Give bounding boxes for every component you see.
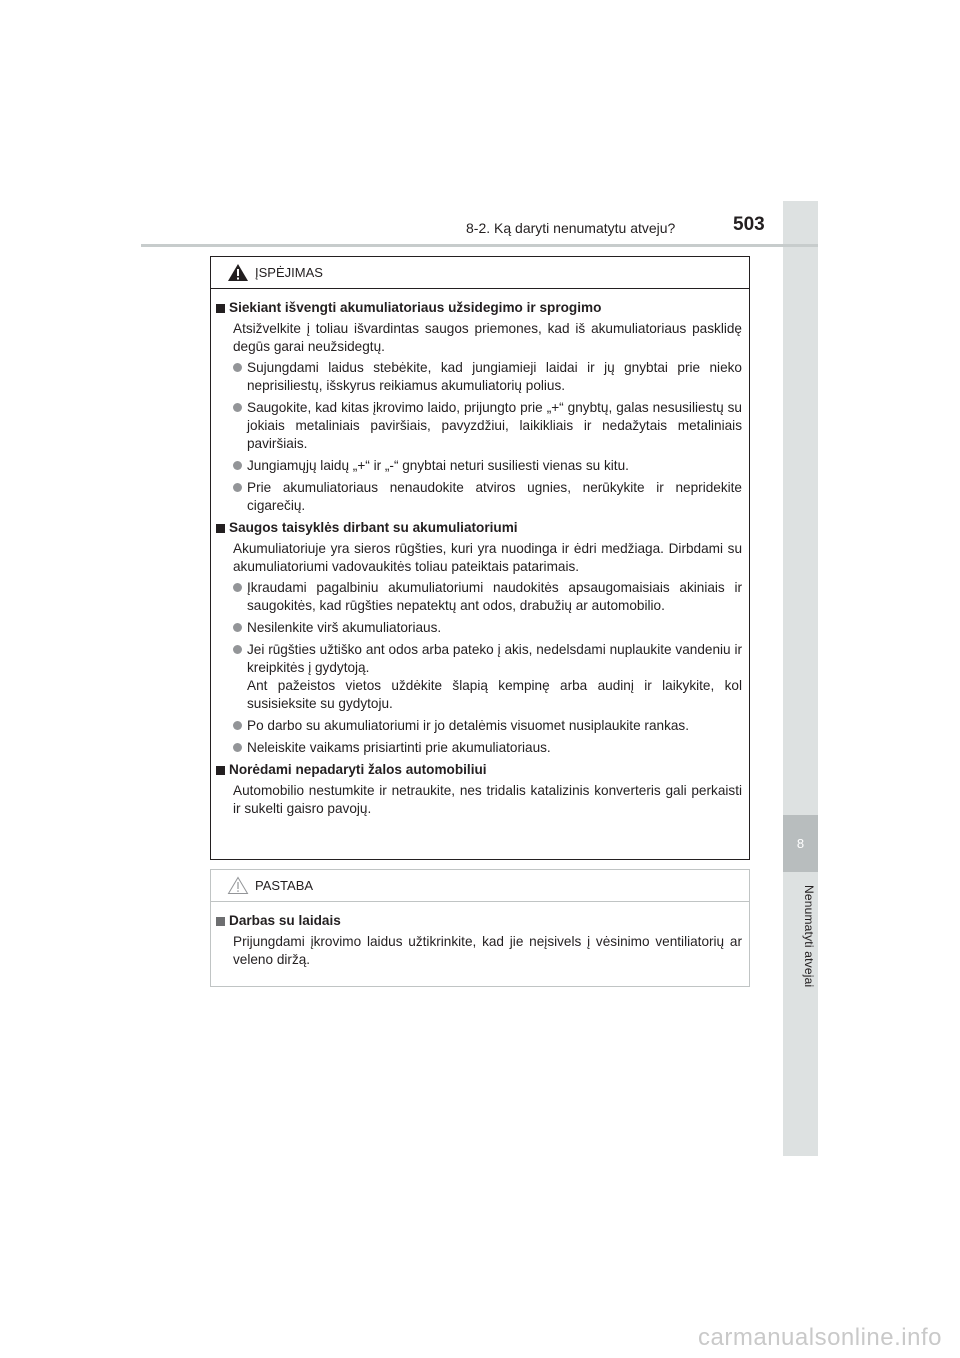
bullet-item <box>216 457 742 475</box>
round-bullet-icon <box>233 623 242 632</box>
section-title <box>216 912 742 930</box>
warning-heading: ĮSPĖJIMAS <box>255 265 323 280</box>
bullet-text <box>247 479 742 515</box>
round-bullet-icon <box>233 645 242 654</box>
section-title-text: Norėdami nepadaryti žalos automobiliui <box>229 762 487 777</box>
square-bullet-icon <box>216 766 225 775</box>
notice-header <box>211 870 749 902</box>
section-intro: Atsižvelkite į toliau išvardintas saugos priemones, kad iš akumuliatoriaus pasklidę degūs garai neužsidegtų. <box>233 321 742 354</box>
chapter-sidebar <box>783 201 818 1156</box>
bullet-paragraph: Prie akumuliatoriaus nenaudokite atviros ugnies, nerūkykite ir nepridekite cigarečių. <box>247 480 742 513</box>
notice-content <box>211 902 749 969</box>
notice-heading: PASTABA <box>255 878 314 893</box>
bullet-paragraph: Jei rūgšties užtiško ant odos arba pateko į akis, nedelsdami nuplaukite vandeniu ir kreipkitės į gydytoją. <box>247 642 742 675</box>
round-bullet-icon <box>233 743 242 752</box>
warning-box <box>210 256 750 860</box>
round-bullet-icon <box>233 363 242 372</box>
bullet-text <box>247 579 742 615</box>
section-title-text: Darbas su laidais <box>229 913 341 928</box>
bullet-item <box>216 641 742 713</box>
round-bullet-icon <box>233 721 242 730</box>
bullet-text <box>247 717 742 735</box>
bullet-item <box>216 717 742 735</box>
section-title <box>216 761 742 779</box>
chapter-number: 8 <box>783 815 818 872</box>
bullet-text <box>247 641 742 713</box>
bullet-paragraph: Saugokite, kad kitas įkrovimo laido, prijungto prie „+“ gnybtų, galas nesusiliestų su jokiais metaliniais paviršiais, pavyzdžiui, laikikliais ir nedažytais metaliniais paviršiais. <box>247 400 742 451</box>
page-number: 503 <box>733 214 765 235</box>
bullet-item <box>216 739 742 757</box>
bullet-paragraph: Neleiskite vaikams prisiartinti prie akumuliatoriaus. <box>247 740 551 755</box>
page-title: 8-2. Ką daryti nenumatytu atveju? <box>466 220 676 236</box>
section-title <box>216 519 742 537</box>
chapter-label: Nenumatyti atvejai <box>802 885 816 988</box>
bullet-item <box>216 359 742 395</box>
section-intro: Akumuliatoriuje yra sieros rūgšties, kuri yra nuodinga ir ėdri medžiaga. Dirbdami su akumuliatoriumi vadovaukitės toliau pateiktais patarimais. <box>233 541 742 574</box>
round-bullet-icon <box>233 483 242 492</box>
section-title-text: Saugos taisyklės dirbant su akumuliatoriumi <box>229 520 518 535</box>
square-bullet-icon <box>216 304 225 313</box>
square-bullet-icon <box>216 524 225 533</box>
bullet-item <box>216 579 742 615</box>
bullet-text <box>247 457 742 475</box>
bullet-text <box>247 619 742 637</box>
bullet-text <box>247 399 742 453</box>
warning-content <box>211 289 749 818</box>
bullet-text <box>247 739 742 757</box>
bullet-text <box>247 359 742 395</box>
caution-outline-icon <box>227 876 249 895</box>
section-intro: Prijungdami įkrovimo laidus užtikrinkite, kad jie neįsivels į vėsinimo ventiliatorių ar veleno diržą. <box>233 934 742 967</box>
section-title <box>216 299 742 317</box>
round-bullet-icon <box>233 403 242 412</box>
warning-triangle-icon <box>227 263 249 282</box>
bullet-paragraph: Nesilenkite virš akumuliatoriaus. <box>247 620 442 635</box>
bullet-paragraph: Sujungdami laidus stebėkite, kad jungiamieji laidai ir jų gnybtai prie nieko neprisiliestų, išskyrus reikiamus akumuliatorių polius. <box>247 360 742 393</box>
bullet-paragraph: Po darbo su akumuliatoriumi ir jo detalėmis visuomet nusiplaukite rankas. <box>247 718 690 733</box>
round-bullet-icon <box>233 461 242 470</box>
site-watermark: carmanualsonline.info <box>698 1324 942 1351</box>
bullet-item <box>216 619 742 637</box>
bullet-paragraph: Įkraudami pagalbiniu akumuliatoriumi naudokitės apsaugomaisiais akiniais ir saugokitės, kad rūgšties nepatektų ant odos, drabužių ar automobilio. <box>247 580 742 613</box>
bullet-paragraph: Jungiamųjų laidų „+“ ir „-“ gnybtai neturi susiliesti vienas su kitu. <box>247 458 629 473</box>
notice-box <box>210 869 750 987</box>
header-divider <box>141 244 818 247</box>
round-bullet-icon <box>233 583 242 592</box>
bullet-paragraph: Ant pažeistos vietos uždėkite šlapią kempinę arba audinį ir laikykite, kol susisieksite su gydytoju. <box>247 678 742 711</box>
section-title-text: Siekiant išvengti akumuliatoriaus užsidegimo ir sprogimo <box>229 300 602 315</box>
warning-header <box>211 257 749 289</box>
square-bullet-icon <box>216 917 225 926</box>
section-intro: Automobilio nestumkite ir netraukite, nes tridalis katalizinis konverteris gali perkaisti ir sukelti gaisro pavojų. <box>233 783 742 816</box>
bullet-item <box>216 399 742 453</box>
bullet-item <box>216 479 742 515</box>
